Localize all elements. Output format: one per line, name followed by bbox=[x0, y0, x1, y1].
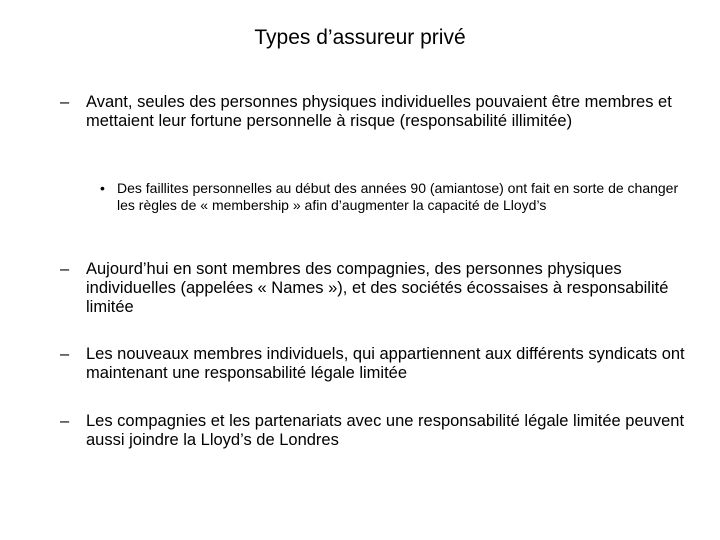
dash-marker: – bbox=[60, 345, 70, 363]
bullet-item bbox=[60, 260, 700, 317]
bullet-text: Les nouveaux membres individuels, qui appartiennent aux différents syndicats ont maintenant une responsabilité légale limitée bbox=[86, 345, 685, 382]
sub-bullet-text: Des faillites personnelles au début des années 90 (amiantose) ont fait en sorte de changer les règles de « membership » afin d’augmenter la capacité de Lloyd’s bbox=[117, 180, 679, 213]
bullet-dot-marker: • bbox=[100, 180, 105, 196]
slide-title: Types d’assureur privé bbox=[254, 26, 466, 49]
bullet-text: Les compagnies et les partenariats avec une responsabilité légale limitée peuvent aussi joindre la Lloyd’s de Londres bbox=[86, 412, 685, 449]
sub-bullet-item bbox=[100, 180, 680, 214]
bullet-item bbox=[60, 345, 700, 383]
bullet-item bbox=[60, 93, 700, 131]
bullet-item bbox=[60, 412, 700, 450]
dash-marker: – bbox=[60, 412, 70, 430]
dash-marker: – bbox=[60, 260, 70, 278]
dash-marker: – bbox=[60, 93, 70, 111]
bullet-text: Aujourd’hui en sont membres des compagnies, des personnes physiques individuelles (appelées « Names »), et des sociétés écossaises à responsabilité limitée bbox=[86, 260, 669, 316]
bullet-text: Avant, seules des personnes physiques individuelles pouvaient être membres et mettaient leur fortune personnelle à risque (responsabilité illimitée) bbox=[86, 93, 672, 130]
